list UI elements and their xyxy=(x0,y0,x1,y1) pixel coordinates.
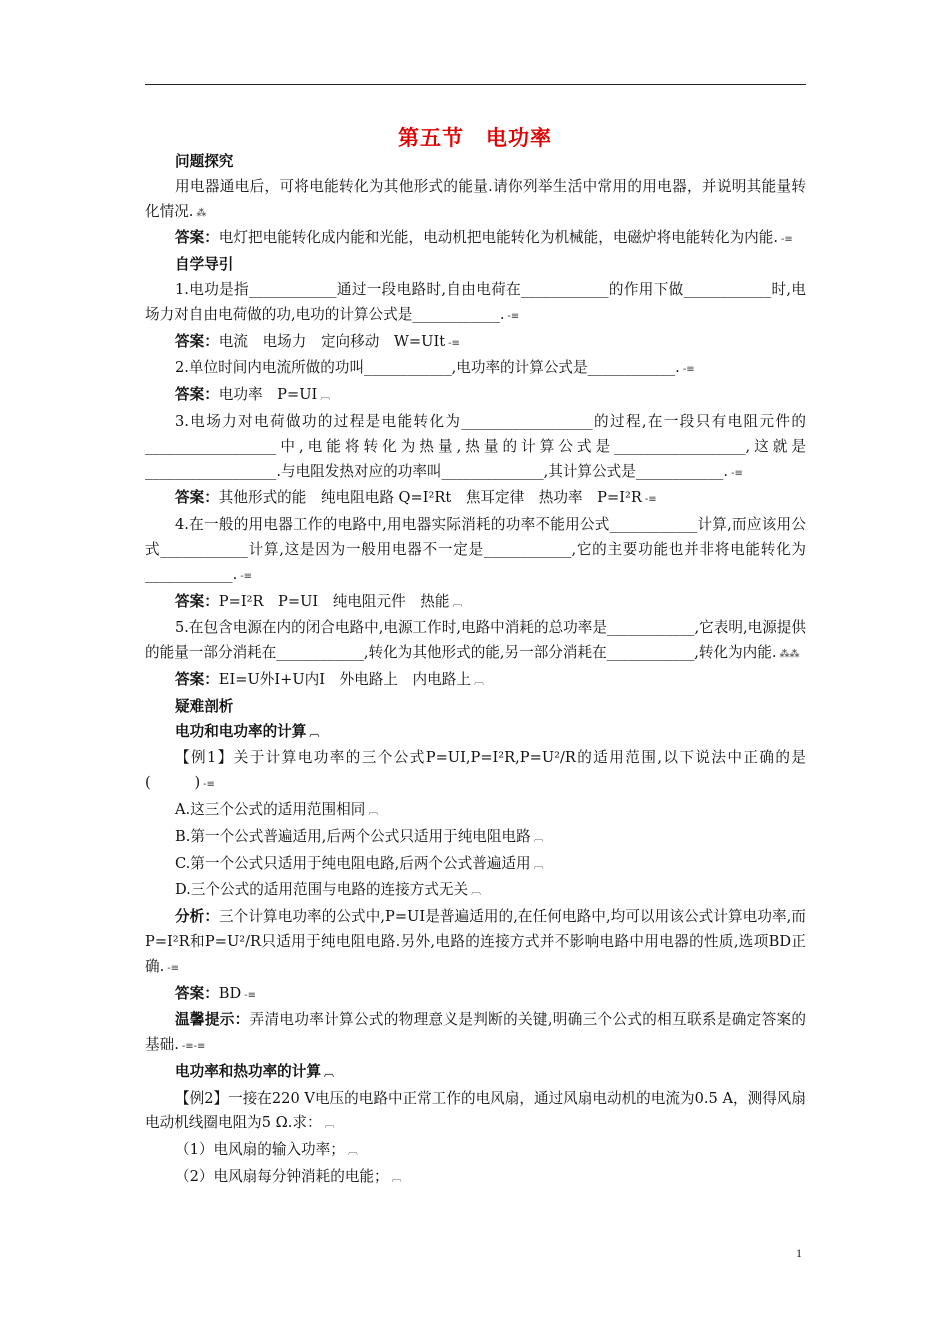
paragraph-text: 【例2】一接在220 V电压的电路中正常工作的电风扇，通过风扇电动机的电流为0.5 A，测得风扇电动机线圈电阻为5 Ω.求： xyxy=(145,1089,806,1132)
paragraph xyxy=(145,356,806,383)
paragraph-text: 5.在包含电源在内的闭合电路中,电源工作时,电路中消耗的总功率是____________,它表明,电源提供的能量一部分消耗在____________,转化为其他形式的能,另一部分消耗在____________,转化为内能. xyxy=(145,619,806,662)
answer-label: 答案： xyxy=(175,592,219,610)
paragraph xyxy=(145,878,806,905)
document-body xyxy=(145,150,806,1192)
header-rule xyxy=(145,84,806,85)
scan-mark-icon: -≡ xyxy=(244,989,256,1001)
paragraph xyxy=(145,1165,806,1192)
scan-mark-icon: ︹ xyxy=(347,1146,358,1158)
paragraph xyxy=(145,616,806,668)
paragraph-text: 疑难剖析 xyxy=(175,697,234,715)
paragraph-text: 电功率和热功率的计算 xyxy=(175,1062,321,1080)
paragraph xyxy=(145,746,806,798)
paragraph xyxy=(145,1087,806,1139)
scan-mark-icon: ︹ xyxy=(320,391,331,403)
paragraph xyxy=(145,410,806,486)
paragraph-text: 4.在一般的用电器工作的电路中,用电器实际消耗的功率不能用公式____________计算,而应该用公式____________计算,这是因为一般用电器不一定是____________,它的主要功能也并非将电能转化为____________. xyxy=(145,516,806,583)
scan-mark-icon: ︹ xyxy=(452,597,463,609)
paragraph-text: （1）电风扇的输入功率； xyxy=(175,1141,345,1159)
paragraph-text: EI=U外I+U内I 外电路上 内电路上 xyxy=(218,670,471,688)
scan-mark-icon: ︹ xyxy=(533,832,544,844)
paragraph xyxy=(145,513,806,589)
paragraph xyxy=(145,226,806,253)
scan-mark-icon: ⁂ xyxy=(196,207,207,219)
section-heading xyxy=(145,695,806,720)
scan-mark-icon: -≡-≡ xyxy=(181,1041,206,1053)
scan-mark-icon: ︹ xyxy=(533,859,544,871)
paragraph-text: D.三个公式的适用范围与电路的连接方式无关 xyxy=(175,881,469,899)
section-heading xyxy=(145,253,806,278)
paragraph-text: 电功率 P=UI xyxy=(218,386,318,404)
answer-label: 答案： xyxy=(175,332,219,350)
paragraph-text: 3.电场力对电荷做功的过程是电能转化为__________________的过程,在一段只有电阻元件的__________________中,电能将转化为热量,热量的计算公式是__________________,这就是__________________.与电阻发热对应的功率叫______________,其计算公式是____________. xyxy=(145,412,806,480)
paragraph xyxy=(145,668,806,695)
scan-mark-icon: -≡ xyxy=(448,337,460,349)
scan-mark-icon: -≡ xyxy=(682,364,695,376)
paragraph xyxy=(145,1138,806,1165)
scan-mark-icon: ︹ xyxy=(473,675,484,687)
page-number: 1 xyxy=(796,1246,802,1260)
paragraph xyxy=(145,383,806,410)
page-title: 第五节 电功率 xyxy=(398,126,552,150)
scan-mark-icon: ︹ xyxy=(309,727,320,739)
section-heading xyxy=(145,1060,806,1087)
answer-label: 答案： xyxy=(175,386,219,404)
paragraph-text: C.第一个公式只适用于纯电阻电路,后两个公式普遍适用 xyxy=(175,854,531,872)
paragraph-text: 2.单位时间内电流所做的功叫____________,电功率的计算公式是____________. xyxy=(175,359,680,377)
scan-mark-icon: -≡ xyxy=(507,310,520,322)
paragraph xyxy=(145,982,806,1009)
answer-label: 答案： xyxy=(175,670,219,688)
paragraph-text: 电流 电场力 定向移动 W=UIt xyxy=(218,332,446,350)
scan-mark-icon: ︹ xyxy=(324,1119,335,1131)
answer-label: 温馨提示： xyxy=(175,1011,250,1029)
paragraph-text: A.这三个公式的适用范围相同 xyxy=(175,800,366,818)
scan-mark-icon: ︹ xyxy=(368,805,379,817)
paragraph xyxy=(145,1008,806,1060)
paragraph-text: 用电器通电后，可将电能转化为其他形式的能量.请你列举生活中常用的用电器，并说明其能量转化情况. xyxy=(145,177,806,220)
paragraph-text: 电灯把电能转化成内能和光能，电动机把电能转化为机械能，电磁炉将电能转化为内能. xyxy=(218,229,779,247)
paragraph xyxy=(145,330,806,357)
paragraph-text: 其他形式的能 纯电阻电路 Q=I²Rt 焦耳定律 热功率 P=I²R xyxy=(218,489,642,507)
paragraph-text: 问题探究 xyxy=(175,153,234,170)
paragraph-text: 自学导引 xyxy=(175,256,234,274)
paragraph-text: 电功和电功率的计算 xyxy=(175,722,307,740)
section-heading xyxy=(145,720,806,747)
paragraph xyxy=(145,825,806,852)
scan-mark-icon: ︹ xyxy=(471,886,482,898)
paragraph xyxy=(145,852,806,879)
paragraph-text: BD xyxy=(218,984,242,1002)
scan-mark-icon: -≡ xyxy=(167,962,179,974)
scan-mark-icon: ⁂⁂ xyxy=(779,649,800,661)
paragraph-text: P=I²R P=UI 纯电阻元件 热能 xyxy=(218,592,450,610)
paragraph xyxy=(145,798,806,825)
scan-mark-icon: ︹ xyxy=(323,1067,334,1079)
paragraph xyxy=(145,278,806,330)
paragraph-text: （2）电风扇每分钟消耗的电能； xyxy=(175,1168,389,1186)
paragraph-text: 【例1】关于计算电功率的三个公式P=UI,P=I²R,P=U²/R的适用范围,以下说法中正确的是( ) xyxy=(145,749,806,792)
answer-label: 分析： xyxy=(175,908,220,926)
paragraph xyxy=(145,590,806,617)
scan-mark-icon: -≡ xyxy=(731,467,743,479)
answer-label: 答案： xyxy=(175,489,219,507)
section-heading xyxy=(145,150,806,175)
answer-label: 答案： xyxy=(175,984,219,1002)
paragraph-text: 弄清电功率计算公式的物理意义是判断的关键,明确三个公式的相互联系是确定答案的基础. xyxy=(145,1011,806,1054)
paragraph-text: 三个计算电功率的公式中,P=UI是普遍适用的,在任何电路中,均可以用该公式计算电功率,而P=I²R和P=U²/R只适用于纯电阻电路.另外,电路的连接方式并不影响电路中用电器的性质,选项BD正确. xyxy=(145,908,806,975)
scan-mark-icon: -≡ xyxy=(203,779,215,791)
scan-mark-icon: -≡ xyxy=(781,234,793,246)
paragraph xyxy=(145,486,806,513)
paragraph-text: 1.电功是指____________通过一段电路时,自由电荷在____________的作用下做____________时,电场力对自由电荷做的功,电功的计算公式是____________. xyxy=(145,280,806,323)
scan-mark-icon: -≡ xyxy=(644,494,657,506)
paragraph xyxy=(145,905,806,981)
scan-mark-icon: -≡ xyxy=(240,570,252,582)
answer-label: 答案： xyxy=(175,229,219,247)
paragraph-text: B.第一个公式普遍适用,后两个公式只适用于纯电阻电路 xyxy=(175,827,531,845)
paragraph xyxy=(145,175,806,227)
scan-mark-icon: ︹ xyxy=(391,1173,402,1185)
